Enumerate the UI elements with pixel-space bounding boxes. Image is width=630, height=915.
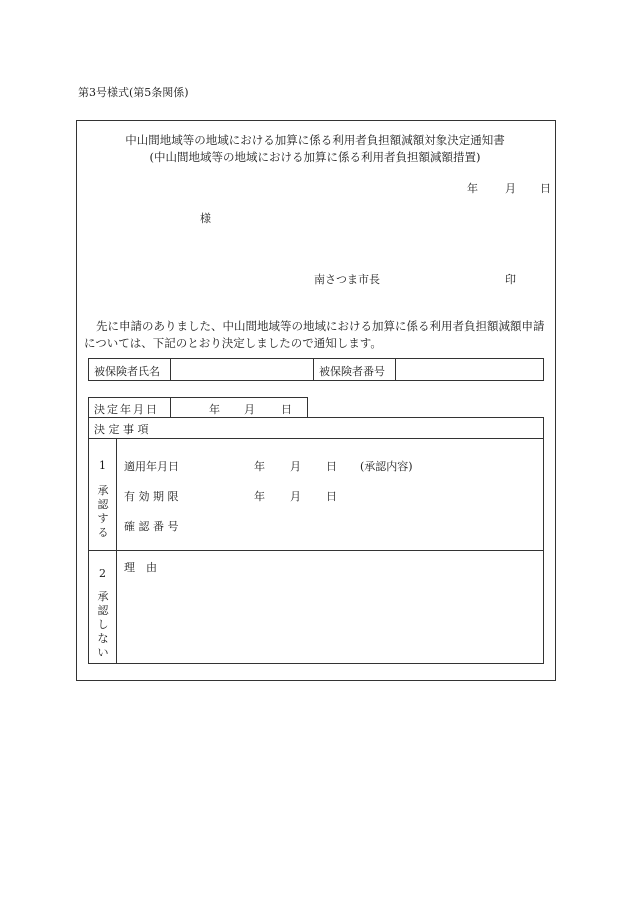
document-title: 中山間地域等の地域における加算に係る利用者負担額減額対象決定通知書 — [125, 133, 505, 147]
notice-body: 先に申請のありました、中山間地域等の地域における加算に係る利用者負担額減額申請については、下記のとおり決定しましたので通知します。 — [84, 319, 545, 350]
validity-year: 年 — [254, 490, 265, 503]
apply-date-month: 月 — [290, 460, 301, 473]
approval-content-label: (承認内容) — [360, 460, 413, 473]
issue-date-day: 日 — [540, 182, 551, 195]
decision-date-year: 年 — [209, 403, 220, 416]
deny-number: 2 — [99, 567, 106, 580]
issuer-name: 南さつま市長 — [314, 273, 380, 286]
decision-date-month: 月 — [244, 403, 255, 416]
issue-date-year: 年 — [467, 182, 478, 195]
apply-date-year: 年 — [254, 460, 265, 473]
decision-date-day: 日 — [281, 403, 292, 416]
apply-date-day: 日 — [326, 460, 337, 473]
approve-label: 承 認 す る — [97, 484, 109, 539]
decision-date-label: 決定年月日 — [94, 403, 159, 416]
seal-mark: 印 — [505, 273, 516, 286]
approve-number: 1 — [99, 459, 106, 472]
apply-date-label: 適用年月日 — [124, 460, 179, 473]
confirm-number-label: 確 認 番 号 — [124, 520, 179, 533]
insured-number-label: 被保険者番号 — [319, 365, 385, 378]
deny-label: 承 認 し な い — [97, 590, 109, 659]
form-id: 第3号様式(第5条関係) — [78, 86, 189, 99]
document-subtitle: (中山間地域等の地域における加算に係る利用者負担額減額措置) — [149, 150, 481, 164]
insured-name-label: 被保険者氏名 — [94, 365, 160, 378]
recipient-honorific: 様 — [200, 212, 211, 225]
issue-date-month: 月 — [505, 182, 516, 195]
reason-label: 理 由 — [124, 561, 157, 574]
decision-items-table — [88, 417, 544, 664]
validity-day: 日 — [326, 490, 337, 503]
decision-items-label: 決 定 事 項 — [94, 423, 149, 436]
validity-month: 月 — [290, 490, 301, 503]
validity-label: 有 効 期 限 — [124, 490, 179, 503]
